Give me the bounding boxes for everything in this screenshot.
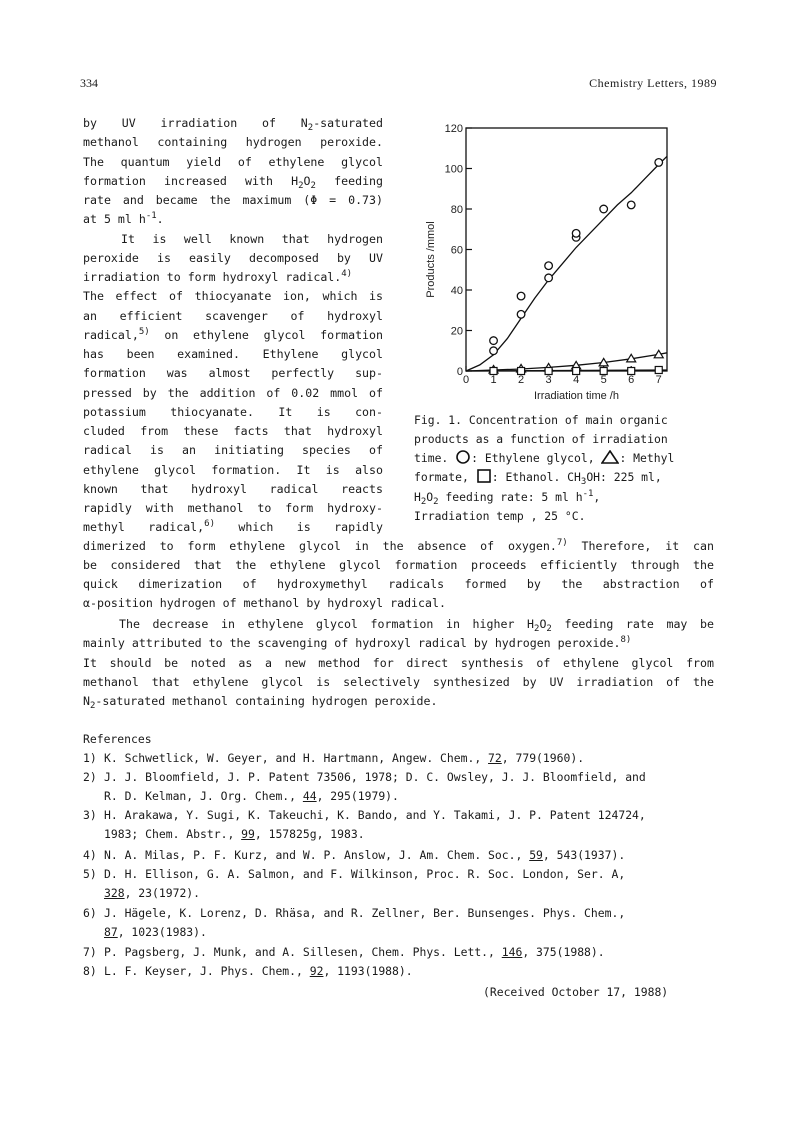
left-seg: methyl radical, [83,520,205,535]
left-seg: formation increased with H [83,173,299,188]
square-point [545,368,552,375]
left-line-16 [83,403,383,422]
left-line-17 [83,422,383,441]
ref-seg: H. Arakawa, Y. Sugi, K. Takeuchi, K. Bando, and Y. Takami, J. P. Patent 124724, [104,808,646,822]
fw-1sup: 7) [556,538,568,548]
square-point [518,368,525,375]
ref-seg: R. D. Kelman, J. Org. Chem., [104,789,303,803]
cap-sub2: 2 [433,497,439,507]
x-tick-label: 3 [545,374,552,386]
cap-sub1: 2 [420,497,427,507]
page-number: 334 [80,76,98,90]
plot-frame [466,128,667,371]
ref-seg: J. J. Bloomfield, J. P. Patent 73506, 1978; D. C. Owsley, J. J. Bloomfield, and [104,770,646,784]
left-seg: at 5 ml h [83,212,146,227]
square-point [490,368,497,375]
left-line-10 [83,287,383,306]
ref-seg: 87 [104,925,118,939]
ref-seg: P. Pagsberg, J. Munk, and A. Sillesen, Chem. Phys. Lett., [104,945,502,959]
fw-line-2: be considered that the ethylene glycol formation proceeds efficiently through the [83,558,714,572]
caption-line-2: products as a function of irradiation [414,432,668,446]
left-line-13 [83,345,383,364]
ref-seg: 328 [104,886,125,900]
fw-6a: mainly attributed to the scavenging of hydroxyl radical by hydrogen peroxide. [83,636,621,650]
left-seg: 2 [298,180,304,191]
ref-seg: 44 [302,789,317,803]
cap-feed: feeding rate: 5 ml h [438,490,583,504]
fw-5s2: 2 [546,624,552,634]
left-seg: radical is an initiating species of [83,443,383,458]
caption-sub: 3 [580,477,587,487]
square-marker-icon [476,469,492,483]
left-line-1 [83,114,383,133]
x-tick-label: 6 [628,374,635,386]
x-tick-label: 5 [600,374,607,386]
left-seg: on ethylene glycol formation [149,327,383,342]
circle-point [545,262,553,270]
caption-eg: : Ethylene glycol, [471,451,595,465]
fw-5b: O [539,617,547,631]
square-point [628,368,635,375]
cap-h: H [414,490,421,504]
circle-point [572,230,580,238]
left-line-21 [83,499,383,518]
circle-point [627,201,635,209]
fw-line-1 [83,537,714,556]
y-tick-label: 100 [444,163,463,176]
fw-5c: feeding rate may be [551,617,714,631]
left-line-2 [83,133,383,152]
caption-formate: formate, [414,470,469,484]
left-seg: It is well known that hydrogen [121,231,383,246]
reference-line [104,943,605,962]
left-seg: ethylene glycol formation. It is also [83,462,383,477]
left-line-8 [83,249,383,268]
y-tick-label: 40 [450,285,463,297]
left-seg: -1 [145,211,157,222]
circle-point [517,311,525,319]
left-line-20 [83,480,383,499]
reference-line [104,923,207,942]
reference-line [104,749,584,768]
left-line-4 [83,172,383,191]
y-tick-label: 120 [444,123,463,135]
left-seg: which is rapidly [215,520,383,535]
left-seg: an efficient scavenger of hydroxyl [83,308,383,323]
left-line-3 [83,153,383,172]
caption-ethanol: : Ethanol. CH [491,470,581,484]
left-line-7 [121,230,383,249]
y-axis-label: Products /mmol [425,221,437,298]
x-tick-label: 0 [462,374,470,386]
reference-number: 5) [83,867,97,881]
x-tick-label: 2 [518,374,525,386]
reference-line [104,787,399,806]
fw-line-6 [83,634,631,653]
ref-seg: , 157825g, 1983. [254,827,365,841]
received-date: (Received October 17, 1988) [483,985,669,999]
left-line-9 [83,268,383,287]
ref-seg: , 375(1988). [522,945,605,959]
circle-marker-icon [455,450,471,464]
ref-seg: 59 [529,848,543,862]
cap-o: O [426,490,434,504]
x-tick-label: 4 [573,374,580,386]
fw-line-4: α-position hydrogen of methanol by hydroxyl radical. [83,596,446,610]
fw-6sup: 8) [620,635,632,645]
caption-time: time. [414,451,449,465]
left-line-12 [83,326,383,345]
fw-9b: -saturated methanol containing hydrogen peroxide. [95,694,438,708]
reference-line [104,962,413,981]
reference-line [104,865,625,884]
left-seg: by UV irradiation of N [83,116,308,130]
ref-seg: L. F. Keyser, J. Phys. Chem., [104,964,310,978]
cap-sup: -1 [582,489,594,499]
chart [420,120,710,410]
left-seg: 2 [307,123,314,133]
left-seg: 5) [138,326,150,337]
fw-line-9 [83,692,437,711]
circle-point [517,292,525,300]
reference-number: 3) [83,808,97,822]
ref-seg: 92 [309,964,324,978]
left-seg: O [303,173,311,188]
figure-1 [420,120,710,410]
reference-line [104,768,646,787]
references-heading: References [83,732,152,746]
left-line-5 [83,191,383,210]
left-line-22 [83,518,383,537]
circle-point [490,337,498,345]
ref-seg: , 23(1972). [124,886,201,900]
left-line-18 [83,441,383,460]
reference-line [104,884,200,903]
left-seg: The quantum yield of ethylene glycol [83,154,383,169]
ref-seg: J. Hägele, K. Lorenz, D. Rhäsa, and R. Zellner, Ber. Bunsenges. Phys. Chem., [104,906,626,920]
left-seg: . [156,212,164,227]
left-seg: pressed by the addition of 0.02 mmol of [83,385,383,400]
left-seg: peroxide is easily decomposed by UV [83,250,383,265]
reference-number: 2) [83,770,97,784]
x-tick-label: 7 [655,374,662,386]
fw-1b: Therefore, it can [567,539,714,553]
left-seg: rate and became the maximum (Φ = 0.73) [83,193,383,207]
circle-point [545,274,553,282]
ref-seg: , 295(1979). [316,789,399,803]
square-point [573,368,580,375]
reference-number: 1) [83,751,97,765]
fw-5s1: 2 [534,624,540,634]
left-seg: 4) [341,269,353,279]
left-seg: 6) [204,519,215,530]
ref-seg: , 1023(1983). [117,925,207,939]
left-seg: potassium thiocyanate. It is con- [83,404,383,419]
square-point [600,368,607,375]
reference-line [104,904,625,923]
caption-mf: : Methyl [619,451,675,465]
ref-seg: 146 [501,945,523,959]
ref-seg: D. H. Ellison, G. A. Salmon, and F. Wilkinson, Proc. R. Soc. London, Ser. A, [104,867,626,881]
left-seg: irradiation to form hydroxyl radical. [83,270,342,284]
ref-seg: , 543(1937). [542,848,626,862]
x-tick-label: 1 [490,374,497,386]
caption-line-6: Irradiation temp , 25 °C. [414,509,586,523]
left-seg: has been examined. Ethylene glycol [83,347,383,361]
circle-point [490,347,498,355]
y-tick-label: 0 [456,366,463,378]
y-tick-label: 80 [450,204,463,216]
fw-line-8: methanol that ethylene glycol is selectively synthesized by UV irradiation of the [83,675,714,689]
left-line-6 [83,210,383,229]
left-seg: -saturated [313,116,383,130]
ref-seg: , 779(1960). [501,751,585,765]
fw-line-7: It should be noted as a new method for direct synthesis of ethylene glycol from [83,656,714,670]
left-line-19 [83,461,383,480]
reference-line [104,846,625,865]
fw-5a: The decrease in ethylene glycol formation in higher H [119,617,535,631]
journal-header: Chemistry Letters, 1989 [589,76,717,90]
fw-line-5 [119,615,714,634]
cap-comma: , [593,490,601,504]
caption-line-5 [414,488,600,507]
left-seg: radical, [83,327,139,342]
circle-point [655,159,663,167]
y-tick-label: 20 [450,325,463,338]
left-seg: formation was almost perfectly sup- [83,366,383,381]
caption-ch3oh: OH: 225 ml, [586,470,662,484]
left-seg: cluded from these facts that hydroxyl [83,424,383,438]
fw-1a: dimerized to form ethylene glycol in the absence of oxygen. [83,539,557,553]
ref-seg: 99 [241,827,255,841]
left-line-11 [83,307,383,326]
left-seg: methanol containing hydrogen peroxide. [83,135,383,150]
x-axis-label: Irradiation time /h [534,390,619,402]
fw-line-3: quick dimerization of hydroxymethyl radicals formed by the abstraction of [83,577,714,591]
ref-seg: , 1193(1988). [323,964,413,978]
caption-line-4 [414,468,662,487]
reference-number: 7) [83,945,97,959]
left-seg: The effect of thiocyanate ion, which is [83,289,383,304]
fw-9s: 2 [89,701,96,711]
circle-point [600,205,608,213]
caption-line-3 [414,449,674,468]
caption-line-1: Fig. 1. Concentration of main organic [414,413,668,427]
reference-number: 4) [83,848,97,862]
left-seg: feeding [315,173,383,188]
y-tick-label: 60 [450,244,463,257]
reference-line [104,806,646,825]
reference-line [104,825,365,844]
ref-seg: 72 [488,751,502,765]
square-point [655,366,662,373]
left-seg: 2 [310,180,316,191]
triangle-marker-icon [601,450,619,464]
ref-seg: N. A. Milas, P. F. Kurz, and W. P. Anslow, J. Am. Chem. Soc., [104,848,530,862]
ref-seg: 1983; Chem. Abstr., [104,827,242,841]
left-seg: known that hydroxyl radical reacts [83,481,383,496]
fw-9a: N [83,694,90,708]
left-seg: rapidly with methanol to form hydroxy- [83,501,383,515]
reference-number: 6) [83,906,97,920]
left-line-15 [83,384,383,403]
left-line-14 [83,364,383,383]
ref-seg: K. Schwetlick, W. Geyer, and H. Hartmann, Angew. Chem., [104,751,489,765]
reference-number: 8) [83,964,97,978]
